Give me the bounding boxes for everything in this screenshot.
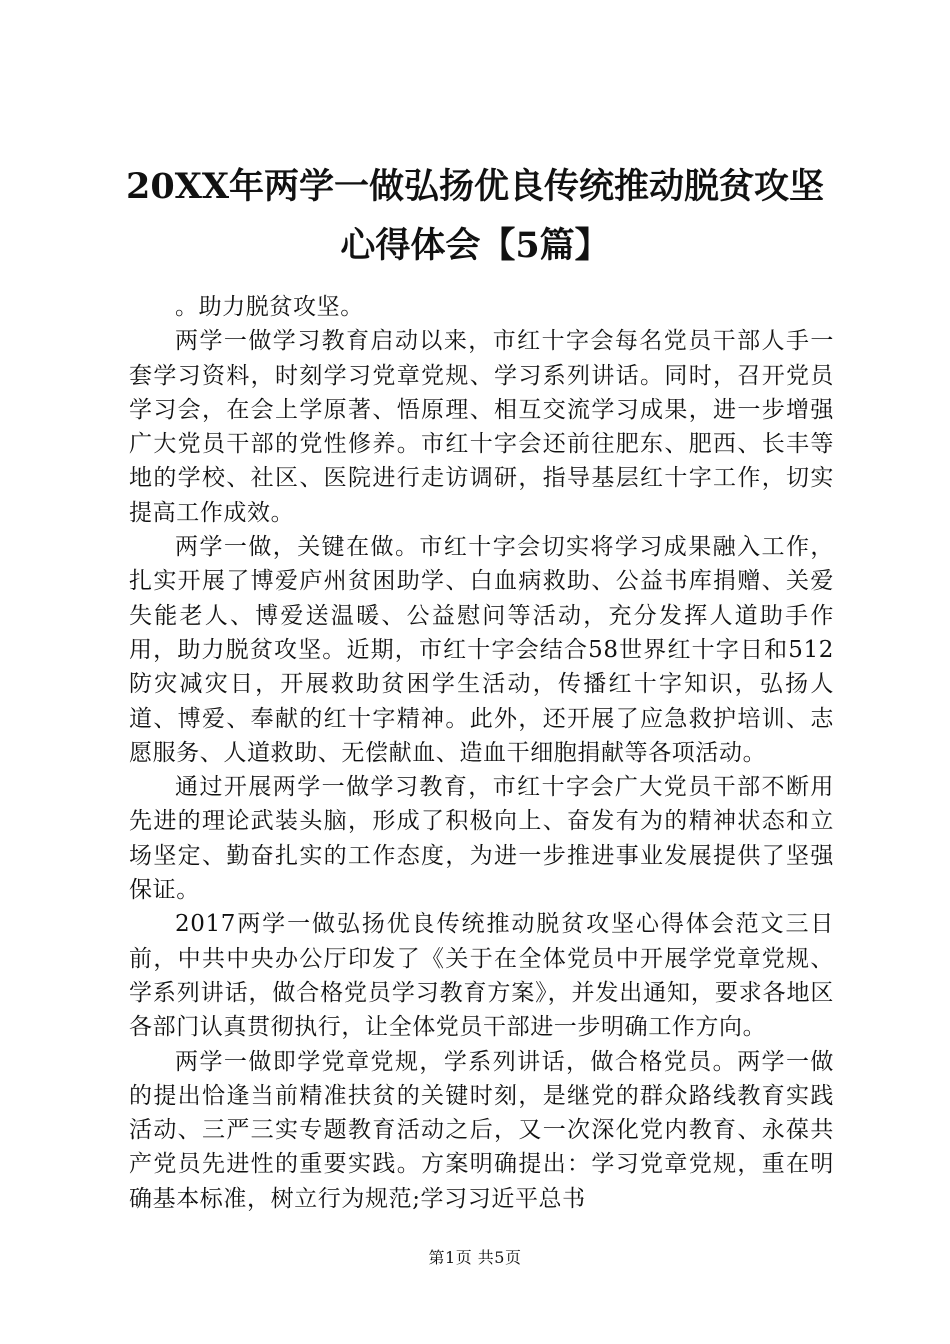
document-title-line2: 心得体会【5篇】	[340, 225, 610, 266]
page-footer: 第1页 共5页	[428, 1248, 522, 1267]
paragraph: 两学一做学习教育启动以来，市红十字会每名党员干部人手一套学习资料，时刻学习党章党规、学习系列讲话。同时，召开党员学习会，在会上学原著、悟原理、相互交流学习成果，进一步增强广大党员干部的党性修养。市红十字会还前往肥东、肥西、长丰等地的学校、社区、医院进行走访调研，指导基层红十字工作，切实提高工作成效。	[129, 328, 834, 526]
paragraph: 两学一做即学党章党规，学系列讲话，做合格党员。两学一做的提出恰逢当前精准扶贫的关键时刻，是继党的群众路线教育实践活动、三严三实专题教育活动之后，又一次深化党内教育、永葆共产党员先进性的重要实践。方案明确提出：学习党章党规，重在明确基本标准，树立行为规范;学习习近平总书	[129, 1048, 834, 1212]
paragraph: 通过开展两学一做学习教育，市红十字会广大党员干部不断用先进的理论武装头脑，形成了积极向上、奋发有为的精神状态和立场坚定、勤奋扎实的工作态度，为进一步推进事业发展提供了坚强保证。	[129, 774, 834, 904]
document-body	[129, 290, 834, 1216]
document-title-line1: 20XX年两学一做弘扬优良传统推动脱贫攻坚	[125, 166, 825, 207]
paragraph: 两学一做，关键在做。市红十字会切实将学习成果融入工作，扎实开展了博爱庐州贫困助学、白血病救助、公益书库捐赠、关爱失能老人、博爱送温暖、公益慰问等活动，充分发挥人道助手作用，助力脱贫攻坚。近期，市红十字会结合58世界红十字日和512防灾减灾日，开展救助贫困学生活动，传播红十字知识，弘扬人道、博爱、奉献的红十字精神。此外，还开展了应急救护培训、志愿服务、人道救助、无偿献血、造血干细胞捐献等各项活动。	[129, 534, 834, 766]
paragraph: 。助力脱贫攻坚。	[175, 294, 364, 320]
paragraph: 2017两学一做弘扬优良传统推动脱贫攻坚心得体会范文三日前，中共中央办公厅印发了《关于在全体党员中开展学党章党规、学系列讲话，做合格党员学习教育方案》，并发出通知，要求各地区各部门认真贯彻执行，让全体党员干部进一步明确工作方向。	[129, 911, 834, 1041]
